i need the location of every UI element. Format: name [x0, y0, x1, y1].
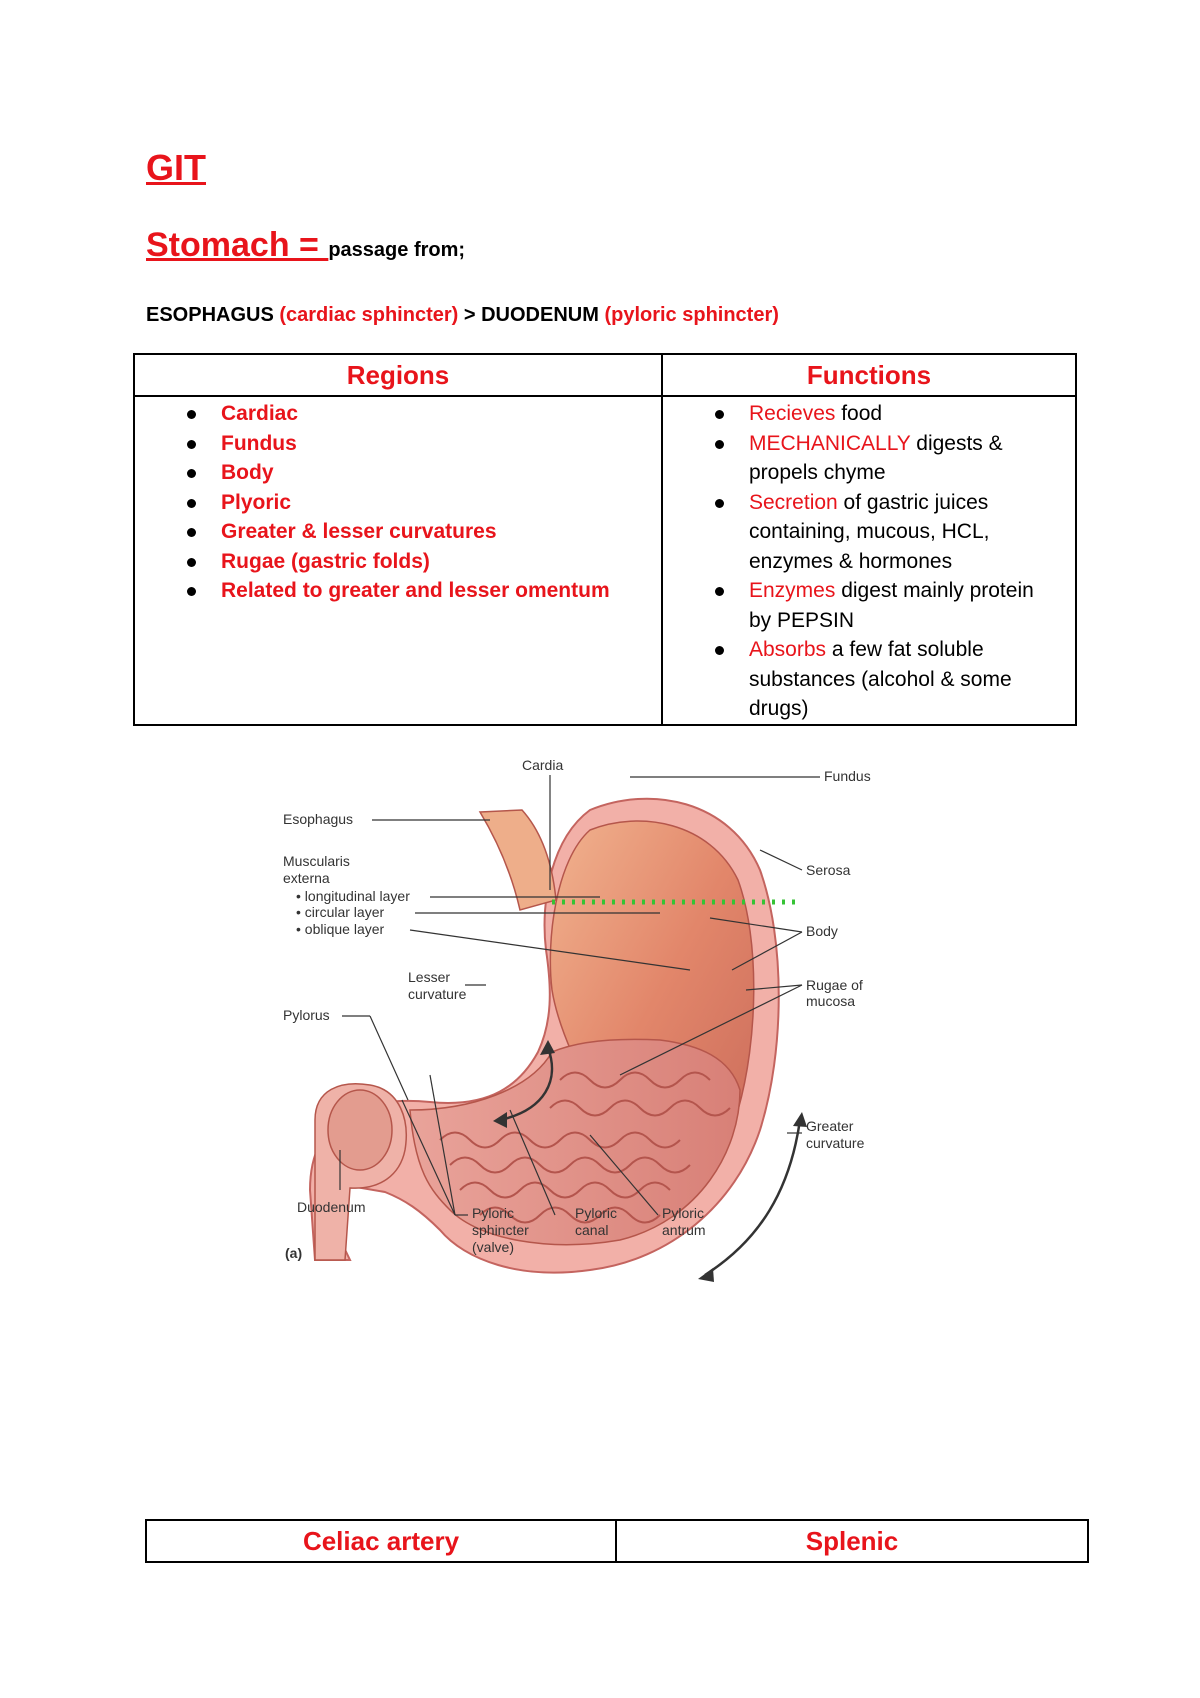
stomach-description: passage from; — [328, 239, 466, 261]
list-item: Cardiac — [135, 399, 661, 429]
route-esophagus: ESOPHAGUS — [146, 304, 280, 326]
label-externa: externa — [283, 870, 330, 886]
label-curvature: curvature — [408, 986, 467, 1002]
duodenum-opening — [328, 1090, 392, 1170]
table-row — [146, 1520, 1088, 1562]
bullet-icon — [187, 410, 196, 419]
label-panel-a: (a) — [285, 1245, 303, 1261]
label-greater: Greater — [806, 1118, 854, 1134]
label-circular: • circular layer — [296, 904, 385, 920]
bullet-icon — [187, 528, 196, 537]
bullet-icon — [715, 499, 724, 508]
table-body-row — [134, 396, 1076, 725]
cell-splenic: Splenic — [616, 1520, 1088, 1562]
regions-list — [135, 399, 661, 606]
label-pyloric-sphincter: Pyloric — [472, 1205, 515, 1221]
route-pyloric-sphincter: (pyloric sphincter) — [604, 304, 779, 326]
label-antrum: antrum — [662, 1222, 706, 1238]
greater-arrowhead-bottom — [698, 1268, 714, 1282]
label-canal: canal — [575, 1222, 609, 1238]
bullet-icon — [715, 646, 724, 655]
bullet-icon — [187, 440, 196, 449]
list-item: Fundus — [135, 429, 661, 459]
list-item: Body — [135, 458, 661, 488]
label-duodenum: Duodenum — [297, 1199, 366, 1215]
list-item: Rugae (gastric folds) — [135, 547, 661, 577]
bullet-icon — [187, 469, 196, 478]
stomach-anatomy-figure — [283, 757, 980, 1380]
cell-celiac-artery: Celiac artery — [146, 1520, 616, 1562]
label-valve: (valve) — [472, 1239, 515, 1255]
label-oblique: • oblique layer — [296, 921, 385, 937]
regions-functions-table — [133, 353, 1077, 726]
bullet-icon — [715, 440, 724, 449]
bullet-icon — [187, 587, 196, 596]
label-fundus: Fundus — [824, 768, 871, 784]
label-lesser: Lesser — [408, 969, 451, 985]
bullet-icon — [187, 499, 196, 508]
passage-route — [146, 304, 779, 327]
bullet-icon — [715, 410, 724, 419]
list-item: Plyoric — [135, 488, 661, 518]
esophagus-tube — [480, 810, 556, 910]
header-regions: Regions — [134, 354, 662, 396]
bullet-icon — [715, 587, 724, 596]
label-sphincter: sphincter — [472, 1222, 529, 1238]
label-body: Body — [806, 923, 838, 939]
label-pyloric-antrum: Pyloric — [662, 1205, 705, 1221]
greater-arrowhead-top — [793, 1112, 807, 1127]
list-item: Enzymes digest mainly protein by PEPSIN — [663, 576, 1075, 635]
page-heading: GIT — [146, 147, 206, 188]
route-cardiac-sphincter: (cardiac sphincter) — [279, 304, 459, 326]
header-functions: Functions — [662, 354, 1076, 396]
label-muscularis: Muscularis — [283, 853, 350, 869]
stomach-title: Stomach = — [146, 226, 329, 264]
label-rugae: Rugae of — [806, 977, 863, 993]
label-pyloric-canal: Pyloric — [575, 1205, 618, 1221]
list-item: Greater & lesser curvatures — [135, 517, 661, 547]
label-longitudinal: • longitudinal layer — [296, 888, 410, 904]
functions-list — [663, 399, 1075, 724]
list-item: Related to greater and lesser omentum — [135, 576, 661, 606]
label-greater-curvature: curvature — [806, 1135, 865, 1151]
label-esophagus: Esophagus — [283, 811, 354, 827]
list-item: Absorbs a few fat soluble substances (alcohol & some drugs) — [663, 635, 1075, 724]
list-item: Secretion of gastric juices containing, mucous, HCL, enzymes & hormones — [663, 488, 1075, 577]
functions-cell — [662, 396, 1076, 725]
regions-cell — [134, 396, 662, 725]
list-item: MECHANICALLY digests & propels chyme — [663, 429, 1075, 488]
bullet-icon — [187, 558, 196, 567]
table-header-row — [134, 354, 1076, 396]
label-serosa: Serosa — [806, 862, 851, 878]
list-item: Recieves food — [663, 399, 1075, 429]
label-pylorus: Pylorus — [283, 1007, 330, 1023]
label-cardia: Cardia — [522, 757, 564, 773]
label-mucosa: mucosa — [806, 993, 856, 1009]
stomach-line — [146, 228, 465, 262]
route-duodenum: > DUODENUM — [458, 304, 605, 326]
arteries-table — [145, 1519, 1089, 1563]
